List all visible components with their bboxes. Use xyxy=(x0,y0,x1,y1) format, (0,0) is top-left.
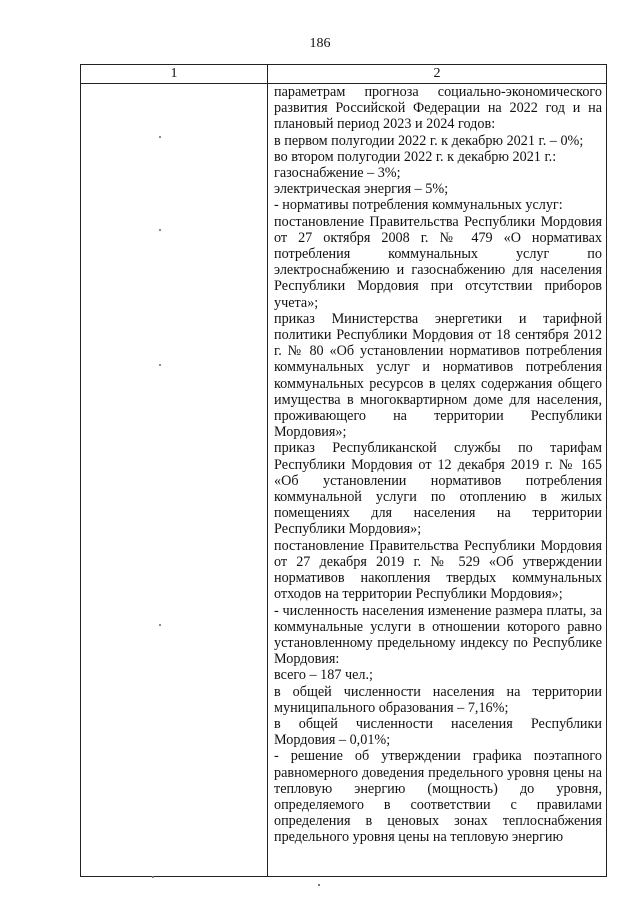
right-column-cell xyxy=(268,84,607,877)
table-body-row xyxy=(81,84,607,877)
column-header-2: 2 xyxy=(268,65,607,84)
paragraph: - численность населения изменение размера платы, за коммунальные услуги в отношении которого равно установленному предельному индексу по Республике Мордовия: xyxy=(274,602,602,668)
paragraph: постановление Правительства Республики Мордовия от 27 октября 2008 г. № 479 «О нормативах потребления коммунальных услуг по электроснабжению и газоснабжению для населения Республики Мордовия при отсутствии приборов учета»; xyxy=(274,213,602,311)
scan-speck xyxy=(159,136,161,138)
paragraph: параметрам прогноза социально-экономического развития Российской Федерации на 2022 год и на плановый период 2023 и 2024 годов: xyxy=(274,84,602,133)
page-number: 186 xyxy=(309,36,331,51)
left-column-cell xyxy=(81,84,268,877)
paragraph: приказ Республиканской службы по тарифам Республики Мордовия от 12 декабря 2019 г. № 165 «Об установлении нормативов потребления коммунальной услуги по отоплению в жилых помещениях для населения на территории Республики Мордовия»; xyxy=(274,440,602,538)
body-text xyxy=(268,84,606,846)
paragraph: всего – 187 чел.; xyxy=(274,667,373,684)
document-table xyxy=(80,64,607,877)
table-header-row xyxy=(81,65,607,84)
paragraph: - решение об утверждении графика поэтапного равномерного доведения предельного уровня цены на тепловую энергию (мощность) до уровня, определяемого в соответствии с правилами определения в ценовых зонах теплоснабжения предельного уровня цены на тепловую энергию xyxy=(274,748,602,846)
column-header-1: 1 xyxy=(81,65,268,84)
paragraph: газоснабжение – 3%; xyxy=(274,165,401,182)
paragraph: - нормативы потребления коммунальных услуг: xyxy=(274,197,563,214)
scan-speck xyxy=(159,364,161,366)
scan-speck xyxy=(152,876,154,878)
scan-speck xyxy=(318,884,320,886)
paragraph: приказ Министерства энергетики и тарифной политики Республики Мордовия от 18 сентября 2012 г. № 80 «Об установлении нормативов потребления коммунальных услуг и нормативов потребления коммунальных ресурсов в целях содержания общего имущества в многоквартирном доме для населения, проживающего на территории Республики Мордовия»; xyxy=(274,310,602,441)
paragraph: в общей численности населения Республики Мордовия – 0,01%; xyxy=(274,715,602,749)
scan-speck xyxy=(159,229,161,231)
paragraph: во втором полугодии 2022 г. к декабрю 2021 г.: xyxy=(274,148,557,165)
paragraph: постановление Правительства Республики Мордовия от 27 декабря 2019 г. № 529 «Об утверждении нормативов накопления твердых коммунальных отходов на территории Республики Мордовия»; xyxy=(274,537,602,603)
paragraph: в первом полугодии 2022 г. к декабрю 2021 г. – 0%; xyxy=(274,132,584,149)
scan-speck xyxy=(159,624,161,626)
paragraph: в общей численности населения на территории муниципального образования – 7,16%; xyxy=(274,683,602,716)
paragraph: электрическая энергия – 5%; xyxy=(274,181,449,198)
